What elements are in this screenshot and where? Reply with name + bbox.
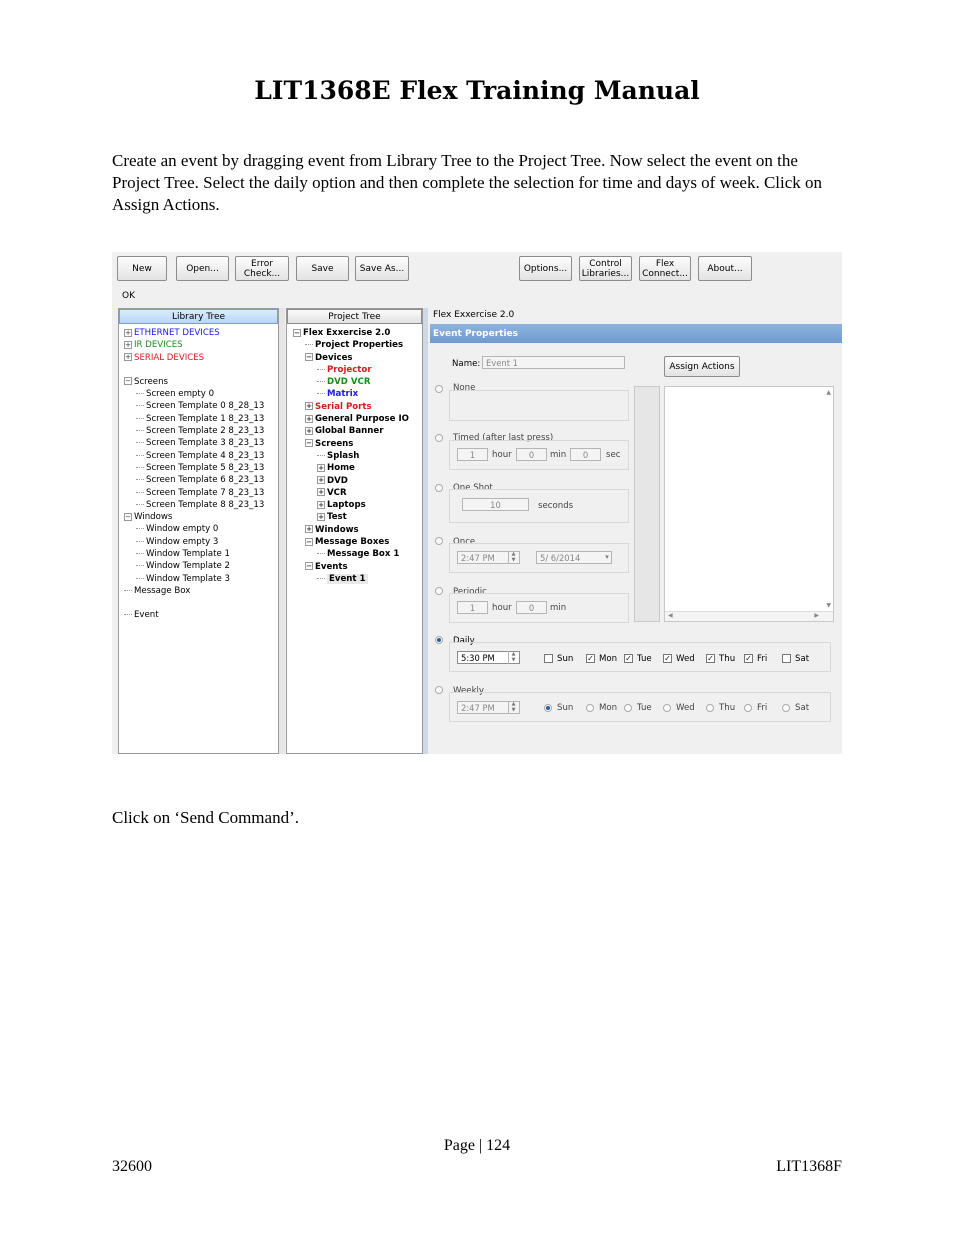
tree-item[interactable]: Window Template 1	[124, 548, 264, 560]
tree-item[interactable]: Screen Template 3 8_23_13	[124, 437, 264, 449]
collapse-icon[interactable]: −	[294, 328, 300, 337]
tree-item[interactable]: + VCR	[318, 487, 347, 498]
assign-actions-button[interactable]: Assign Actions	[664, 356, 740, 377]
weekly-tue-radio[interactable]	[624, 704, 632, 712]
expand-icon[interactable]: +	[125, 340, 131, 349]
tree-item[interactable]: + Serial Ports	[306, 401, 372, 412]
expand-icon[interactable]: +	[306, 426, 312, 435]
tree-item[interactable]: Window Template 3	[124, 573, 264, 585]
tree-item[interactable]: Message Box 1	[293, 548, 409, 560]
spinner-icon[interactable]: ▲ ▼	[508, 651, 518, 664]
tree-item[interactable]: Screen empty 0	[124, 388, 264, 400]
weekly-day-label: Wed	[676, 703, 695, 713]
scroll-up-icon[interactable]: ▲	[826, 389, 831, 396]
weekly-wed-radio[interactable]	[663, 704, 671, 712]
weekly-mon-radio[interactable]	[586, 704, 594, 712]
expand-icon[interactable]: +	[306, 402, 312, 411]
timed-hour-field[interactable]: 1	[457, 448, 488, 461]
weekly-label: Weekly	[453, 686, 485, 696]
collapse-icon[interactable]: −	[306, 439, 312, 448]
event-properties-header: Event Properties	[430, 324, 842, 343]
splitter[interactable]	[279, 308, 285, 754]
weekly-day-label: Sun	[557, 703, 574, 713]
tree-item[interactable]: + DVD	[318, 475, 348, 486]
tree-item-message-box[interactable]: Message Box	[124, 585, 264, 597]
tree-item[interactable]: Screen Template 1 8_23_13	[124, 413, 264, 425]
daily-mon-checkbox[interactable]: ✓	[587, 654, 594, 663]
tree-item[interactable]: Screen Template 4 8_23_13	[124, 450, 264, 462]
open-button[interactable]: Open...	[176, 256, 229, 281]
tree-item[interactable]: Screen Template 7 8_23_13	[124, 487, 264, 499]
name-field[interactable]: Event 1	[482, 356, 625, 369]
daily-day-label: Sun	[557, 654, 574, 664]
tree-item[interactable]: Window empty 3	[124, 536, 264, 548]
timed-label: Timed (after last press)	[453, 433, 554, 443]
status-text: OK	[122, 291, 135, 301]
periodic-min-field[interactable]: 0	[516, 601, 547, 614]
none-group	[449, 390, 629, 421]
weekly-day-label: Sat	[795, 703, 810, 713]
tree-item[interactable]: − Message Boxes	[306, 537, 390, 548]
event-properties-panel	[428, 308, 842, 754]
weekly-thu-radio[interactable]	[706, 704, 714, 712]
outro-paragraph: Click on ‘Send Command’.	[112, 808, 299, 827]
daily-day-label: Wed	[676, 654, 695, 664]
tree-item[interactable]: Window Template 2	[124, 560, 264, 572]
tree-item-devices[interactable]: − Devices	[306, 352, 353, 363]
expand-icon[interactable]: +	[125, 353, 131, 362]
daily-day-label: Tue	[637, 654, 652, 664]
expand-icon[interactable]: +	[306, 525, 312, 534]
about-button[interactable]: About...	[698, 256, 752, 281]
tree-item[interactable]: + Windows	[306, 524, 359, 535]
page-number: Page | 124	[443, 1137, 511, 1154]
project-tree	[293, 327, 409, 585]
actions-list-left[interactable]	[634, 386, 660, 622]
tree-item-screens[interactable]: − Screens	[306, 438, 354, 449]
tree-item[interactable]: − Events	[306, 561, 348, 572]
daily-fri-checkbox[interactable]: ✓	[745, 654, 752, 663]
tree-item-screens[interactable]: − Screens	[125, 376, 169, 387]
daily-sun-checkbox[interactable]	[544, 654, 553, 663]
expand-icon[interactable]: +	[306, 414, 312, 423]
timed-min-field[interactable]: 0	[516, 448, 547, 461]
expand-icon[interactable]: +	[125, 328, 131, 337]
min-label: min	[550, 603, 567, 613]
expand-icon[interactable]: +	[318, 463, 324, 472]
weekly-sat-radio[interactable]	[782, 704, 790, 712]
tree-item[interactable]: Screen Template 5 8_23_13	[124, 462, 264, 474]
timed-sec-field[interactable]: 0	[570, 448, 601, 461]
footer-left: 32600	[112, 1158, 152, 1175]
weekly-day-label: Mon	[599, 703, 618, 713]
scroll-left-icon[interactable]: ◀	[668, 612, 673, 619]
tree-item[interactable]: Screen Template 2 8_23_13	[124, 425, 264, 437]
collapse-icon[interactable]: −	[125, 377, 131, 386]
save-as-button[interactable]: Save As...	[355, 256, 409, 281]
once-time-field[interactable]: 2:47 PM	[457, 551, 520, 564]
daily-radio[interactable]	[435, 636, 443, 644]
save-button[interactable]: Save	[296, 256, 349, 281]
tree-item[interactable]: + Home	[318, 463, 355, 474]
flex-app-screenshot	[112, 252, 842, 754]
tree-item-root[interactable]: − Flex Exxercise 2.0	[294, 328, 391, 338]
options-button[interactable]: Options...	[519, 256, 572, 281]
tree-item[interactable]: DVD VCR	[293, 376, 409, 388]
intro-paragraph: Create an event by dragging event from Library Tree to the Project Tree. Now select the event on the Project Tree. Select the daily option and then complete the selection for time and days of week. Click on Assign Actions.	[112, 151, 823, 214]
library-tree-pane	[118, 308, 279, 754]
once-label: Once	[453, 537, 476, 547]
name-label: Name:	[452, 359, 481, 369]
weekly-time-field[interactable]: 2:47 PM	[457, 701, 520, 714]
expand-icon[interactable]: +	[318, 476, 324, 485]
error-check-button[interactable]: Error Check...	[235, 256, 289, 281]
tree-item-ir[interactable]: + IR DEVICES	[125, 340, 183, 351]
none-label: None	[453, 383, 476, 393]
none-radio[interactable]	[435, 385, 443, 393]
weekly-sun-radio[interactable]	[544, 704, 552, 712]
collapse-icon[interactable]: −	[306, 353, 312, 362]
sec-label: sec	[606, 450, 621, 460]
library-tree-tab[interactable]: Library Tree	[119, 309, 278, 324]
new-button[interactable]: New	[117, 256, 167, 281]
horizontal-scrollbar[interactable]	[665, 611, 833, 621]
weekly-radio[interactable]	[435, 686, 443, 694]
once-radio[interactable]	[435, 537, 443, 545]
tree-item-serial[interactable]: + SERIAL DEVICES	[125, 352, 205, 363]
weekly-day-label: Fri	[757, 703, 768, 713]
tree-item[interactable]: Projector	[293, 364, 409, 376]
one-shot-field[interactable]: 10	[462, 498, 529, 511]
tree-item-selected[interactable]: Event 1	[293, 573, 409, 585]
scroll-right-icon[interactable]: ▶	[814, 612, 819, 619]
timed-radio[interactable]	[435, 434, 443, 442]
periodic-label: Periodic	[453, 587, 487, 597]
weekly-day-label: Thu	[719, 703, 736, 713]
tree-item-windows[interactable]: − Windows	[125, 512, 173, 523]
hour-label: hour	[492, 450, 512, 460]
control-libraries-button[interactable]: Control Libraries...	[579, 256, 632, 281]
weekly-fri-radio[interactable]	[744, 704, 752, 712]
once-date-field[interactable]: 5/ 6/2014	[536, 551, 612, 564]
spinner-icon[interactable]: ▲ ▼	[508, 551, 518, 564]
daily-day-label: Fri	[757, 654, 768, 664]
collapse-icon[interactable]: −	[125, 512, 131, 521]
daily-label: Daily	[453, 636, 475, 646]
project-tree-pane	[286, 308, 423, 754]
collapse-icon[interactable]: −	[306, 562, 312, 571]
daily-day-label: Mon	[599, 654, 618, 664]
flex-connect-button[interactable]: Flex Connect...	[639, 256, 691, 281]
tree-item[interactable]: Matrix	[293, 388, 409, 400]
spinner-icon[interactable]: ▲ ▼	[508, 701, 518, 714]
tree-item[interactable]: Project Properties	[293, 339, 409, 351]
daily-thu-checkbox[interactable]: ✓	[707, 654, 714, 663]
tree-item[interactable]: + Test	[318, 512, 347, 523]
tree-item-ethernet[interactable]: + ETHERNET DEVICES	[125, 328, 220, 338]
min-label: min	[550, 450, 567, 460]
weekly-day-label: Tue	[637, 703, 652, 713]
daily-time-field[interactable]: 5:30 PM	[457, 651, 520, 664]
seconds-label: seconds	[538, 501, 574, 511]
one-shot-radio[interactable]	[435, 484, 443, 492]
collapse-icon[interactable]: −	[306, 537, 312, 546]
periodic-hour-field[interactable]: 1	[457, 601, 488, 614]
daily-wed-checkbox[interactable]: ✓	[664, 654, 671, 663]
library-tree	[124, 327, 264, 622]
footer-right: LIT1368F	[776, 1158, 842, 1175]
expand-icon[interactable]: +	[318, 500, 324, 509]
tree-item[interactable]: Window empty 0	[124, 523, 264, 535]
periodic-radio[interactable]	[435, 587, 443, 595]
actions-list[interactable]	[664, 386, 834, 622]
tree-item-event[interactable]: Event	[124, 609, 264, 621]
tree-item[interactable]: Screen Template 8 8_23_13	[124, 499, 264, 511]
scroll-down-icon[interactable]: ▼	[826, 602, 831, 609]
document-title: LIT1368E Flex Training Manual	[254, 76, 700, 105]
expand-icon[interactable]: +	[318, 512, 324, 521]
tree-item[interactable]: + General Purpose IO	[306, 414, 409, 425]
tree-item[interactable]: Screen Template 0 8_28_13	[124, 400, 264, 412]
one-shot-label: One Shot	[453, 483, 493, 493]
daily-sat-checkbox[interactable]	[782, 654, 791, 663]
properties-tab-title: Flex Exxercise 2.0	[433, 310, 515, 320]
tree-item[interactable]: + Laptops	[318, 500, 366, 511]
daily-day-label: Sat	[795, 654, 810, 664]
expand-icon[interactable]: +	[318, 488, 324, 497]
hour-label: hour	[492, 603, 512, 613]
daily-day-label: Thu	[719, 654, 736, 664]
tree-item[interactable]: Splash	[293, 450, 409, 462]
calendar-dropdown-icon[interactable]: ▾	[605, 553, 609, 561]
project-tree-tab[interactable]: Project Tree	[287, 309, 422, 324]
tree-item[interactable]: + Global Banner	[306, 426, 384, 437]
tree-item[interactable]: Screen Template 6 8_23_13	[124, 474, 264, 486]
daily-tue-checkbox[interactable]: ✓	[625, 654, 632, 663]
